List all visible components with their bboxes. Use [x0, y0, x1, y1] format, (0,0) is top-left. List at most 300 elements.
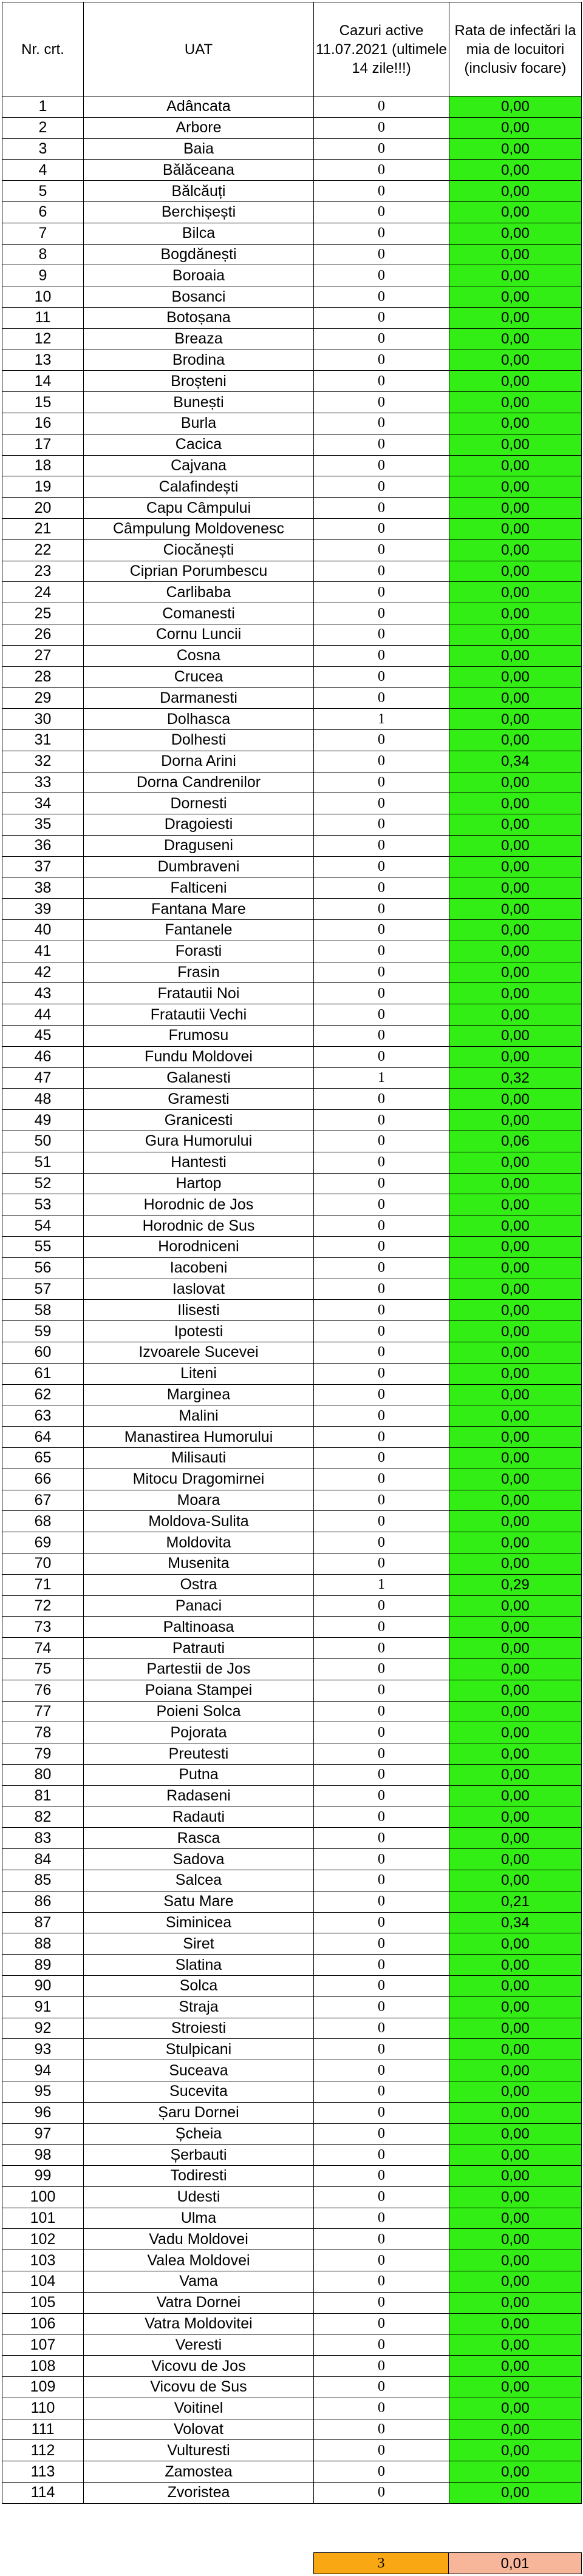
- cell-uat: Bălăceana: [84, 160, 314, 181]
- cell-uat: Cosna: [84, 645, 314, 666]
- cell-cases: 0: [314, 624, 449, 645]
- table-row: [2, 1511, 582, 1532]
- cell-uat: Bosanci: [84, 286, 314, 308]
- cell-nr: 101: [2, 2208, 84, 2229]
- cell-rate: 0,00: [449, 1152, 582, 1173]
- cell-uat: Șerbauti: [84, 2145, 314, 2166]
- cell-uat: Berchișești: [84, 201, 314, 223]
- table-row: [2, 2018, 582, 2039]
- cell-cases: 0: [314, 1363, 449, 1384]
- cell-nr: 63: [2, 1405, 84, 1427]
- cell-uat: Pojorata: [84, 1722, 314, 1743]
- cell-uat: Putna: [84, 1764, 314, 1785]
- cell-rate: 0,00: [449, 138, 582, 160]
- table-row: [2, 117, 582, 138]
- cell-uat: Hantesti: [84, 1152, 314, 1173]
- cell-rate: 0,00: [449, 941, 582, 962]
- table-row: [2, 1405, 582, 1427]
- cell-nr: 44: [2, 1004, 84, 1026]
- cell-cases: 0: [314, 2186, 449, 2208]
- cell-rate: 0,00: [449, 328, 582, 350]
- cell-nr: 56: [2, 1257, 84, 1279]
- cell-nr: 40: [2, 920, 84, 941]
- cell-uat: Ciprian Porumbescu: [84, 561, 314, 582]
- table-row: [2, 1469, 582, 1490]
- cell-cases: 0: [314, 1237, 449, 1258]
- cell-uat: Galanesti: [84, 1067, 314, 1089]
- cell-nr: 2: [2, 117, 84, 138]
- cell-uat: Moldova-Sulita: [84, 1511, 314, 1532]
- cell-rate: 0,00: [449, 1321, 582, 1342]
- cell-rate: 0,00: [449, 2292, 582, 2313]
- cell-nr: 69: [2, 1532, 84, 1553]
- cell-uat: Poiana Stampei: [84, 1680, 314, 1701]
- cell-cases: 0: [314, 1849, 449, 1870]
- table-row: [2, 1300, 582, 1321]
- cell-rate: 0,00: [449, 117, 582, 138]
- cell-rate: 0,00: [449, 1975, 582, 1996]
- cell-nr: 32: [2, 751, 84, 772]
- cell-uat: Ilisesti: [84, 1300, 314, 1321]
- cell-cases: 0: [314, 392, 449, 413]
- cell-uat: Fantanele: [84, 920, 314, 941]
- cell-uat: Vicovu de Jos: [84, 2356, 314, 2377]
- cell-rate: 0,00: [449, 1955, 582, 1976]
- cell-nr: 49: [2, 1110, 84, 1131]
- table-row: [2, 2186, 582, 2208]
- cell-uat: Fratautii Noi: [84, 983, 314, 1004]
- header-row: [2, 2, 582, 96]
- cell-rate: 0,21: [449, 1891, 582, 1912]
- cell-rate: 0,00: [449, 856, 582, 877]
- cell-rate: 0,00: [449, 1638, 582, 1659]
- cell-nr: 105: [2, 2292, 84, 2313]
- cell-uat: Boroaia: [84, 265, 314, 286]
- cell-nr: 19: [2, 476, 84, 498]
- header-active-cases: Cazuri active 11.07.2021 (ultimele 14 zile!!!): [314, 2, 449, 96]
- table-row: [2, 1110, 582, 1131]
- table-row: [2, 920, 582, 941]
- cell-rate: 0,00: [449, 1405, 582, 1427]
- cell-cases: 0: [314, 1131, 449, 1152]
- cell-rate: 0,00: [449, 2313, 582, 2334]
- table-row: [2, 2419, 582, 2440]
- cell-uat: Burla: [84, 413, 314, 434]
- cell-nr: 14: [2, 371, 84, 392]
- cell-nr: 70: [2, 1553, 84, 1574]
- cell-cases: 0: [314, 328, 449, 350]
- cell-uat: Hartop: [84, 1173, 314, 1194]
- cell-cases: 0: [314, 539, 449, 561]
- table-row: [2, 1617, 582, 1638]
- cell-rate: 0,00: [449, 96, 582, 118]
- cell-uat: Vicovu de Sus: [84, 2377, 314, 2398]
- table-row: [2, 181, 582, 202]
- cell-rate: 0,00: [449, 539, 582, 561]
- cell-cases: 0: [314, 1553, 449, 1574]
- cell-nr: 82: [2, 1807, 84, 1828]
- cell-rate: 0,00: [449, 1363, 582, 1384]
- cell-nr: 31: [2, 729, 84, 751]
- cell-rate: 0,00: [449, 2483, 582, 2504]
- cell-uat: Solca: [84, 1975, 314, 1996]
- cell-uat: Cajvana: [84, 455, 314, 476]
- cell-uat: Radauti: [84, 1807, 314, 1828]
- cell-nr: 12: [2, 328, 84, 350]
- cell-cases: 0: [314, 455, 449, 476]
- cell-uat: Capu Câmpului: [84, 498, 314, 519]
- cell-cases: 0: [314, 941, 449, 962]
- cell-uat: Dragoiesti: [84, 814, 314, 836]
- header-infection-rate: Rata de infectări la mia de locuitori (inclusiv focare): [449, 2, 582, 96]
- cell-cases: 0: [314, 1828, 449, 1849]
- cell-uat: Horodnic de Jos: [84, 1194, 314, 1215]
- table-row: [2, 2081, 582, 2102]
- cell-uat: Horodniceni: [84, 1237, 314, 1258]
- cell-nr: 28: [2, 666, 84, 688]
- cell-uat: Crucea: [84, 666, 314, 688]
- cell-uat: Carlibaba: [84, 582, 314, 603]
- cell-uat: Falticeni: [84, 877, 314, 899]
- cell-rate: 0,00: [449, 561, 582, 582]
- table-row: [2, 2208, 582, 2229]
- cell-rate: 0,00: [449, 1004, 582, 1026]
- table-row: [2, 2123, 582, 2145]
- table-row: [2, 1152, 582, 1173]
- cell-uat: Granicesti: [84, 1110, 314, 1131]
- cell-cases: 0: [314, 2313, 449, 2334]
- cell-nr: 51: [2, 1152, 84, 1173]
- cell-uat: Vatra Dornei: [84, 2292, 314, 2313]
- cell-cases: 0: [314, 1722, 449, 1743]
- cell-nr: 74: [2, 1638, 84, 1659]
- table-row: [2, 2102, 582, 2123]
- cell-cases: 0: [314, 223, 449, 244]
- cell-cases: 0: [314, 2102, 449, 2123]
- cell-cases: 0: [314, 856, 449, 877]
- cell-rate: 0,06: [449, 1131, 582, 1152]
- cell-uat: Baia: [84, 138, 314, 160]
- cell-cases: 0: [314, 1342, 449, 1364]
- cell-cases: 0: [314, 1215, 449, 1237]
- table-row: [2, 201, 582, 223]
- cell-uat: Liteni: [84, 1363, 314, 1384]
- table-row: [2, 2440, 582, 2461]
- cell-nr: 83: [2, 1828, 84, 1849]
- cell-cases: 0: [314, 920, 449, 941]
- cell-uat: Dumbraveni: [84, 856, 314, 877]
- cell-nr: 62: [2, 1384, 84, 1405]
- cell-uat: Satu Mare: [84, 1891, 314, 1912]
- cell-nr: 112: [2, 2440, 84, 2461]
- table-row: [2, 835, 582, 856]
- cell-cases: 0: [314, 1975, 449, 1996]
- table-row: [2, 856, 582, 877]
- cell-cases: 0: [314, 2292, 449, 2313]
- cell-cases: 0: [314, 2060, 449, 2081]
- cell-uat: Dornesti: [84, 793, 314, 814]
- cell-nr: 109: [2, 2377, 84, 2398]
- table-row: [2, 1089, 582, 1110]
- table-row: [2, 350, 582, 371]
- cell-cases: 0: [314, 1321, 449, 1342]
- cell-nr: 93: [2, 2039, 84, 2060]
- cell-cases: 0: [314, 688, 449, 709]
- cell-rate: 0,00: [449, 2102, 582, 2123]
- cell-nr: 9: [2, 265, 84, 286]
- cell-uat: Salcea: [84, 1870, 314, 1891]
- cell-uat: Sucevita: [84, 2081, 314, 2102]
- cell-cases: 0: [314, 2483, 449, 2504]
- cell-rate: 0,00: [449, 1701, 582, 1722]
- cell-rate: 0,00: [449, 983, 582, 1004]
- cell-cases: 0: [314, 1026, 449, 1047]
- cell-nr: 84: [2, 1849, 84, 1870]
- table-row: [2, 1955, 582, 1976]
- cell-rate: 0,00: [449, 1215, 582, 1237]
- cell-cases: 0: [314, 138, 449, 160]
- cell-cases: 0: [314, 160, 449, 181]
- cell-nr: 3: [2, 138, 84, 160]
- cell-nr: 106: [2, 2313, 84, 2334]
- table-row: [2, 244, 582, 265]
- cell-nr: 99: [2, 2166, 84, 2187]
- cell-rate: 0,00: [449, 877, 582, 899]
- cell-rate: 0,00: [449, 1595, 582, 1617]
- cell-nr: 77: [2, 1701, 84, 1722]
- cell-nr: 11: [2, 307, 84, 328]
- cell-rate: 0,00: [449, 2461, 582, 2483]
- cell-nr: 5: [2, 181, 84, 202]
- table-row: [2, 1574, 582, 1595]
- table-row: [2, 223, 582, 244]
- cell-cases: 0: [314, 307, 449, 328]
- cell-cases: 0: [314, 244, 449, 265]
- cell-nr: 80: [2, 1764, 84, 1785]
- cell-uat: Frumosu: [84, 1026, 314, 1047]
- cell-rate: 0,00: [449, 835, 582, 856]
- cell-rate: 0,00: [449, 2250, 582, 2271]
- cell-nr: 65: [2, 1448, 84, 1469]
- cell-uat: Vama: [84, 2271, 314, 2293]
- table-row: [2, 286, 582, 308]
- cell-nr: 92: [2, 2018, 84, 2039]
- cell-nr: 61: [2, 1363, 84, 1384]
- cell-rate: 0,00: [449, 666, 582, 688]
- cell-rate: 0,00: [449, 1300, 582, 1321]
- cell-uat: Musenita: [84, 1553, 314, 1574]
- table-row: [2, 2292, 582, 2313]
- cell-rate: 0,00: [449, 2377, 582, 2398]
- table-row: [2, 307, 582, 328]
- cell-rate: 0,00: [449, 1933, 582, 1955]
- cell-cases: 0: [314, 729, 449, 751]
- cell-nr: 100: [2, 2186, 84, 2208]
- cell-uat: Slatina: [84, 1955, 314, 1976]
- header-nr-crt: Nr. crt.: [2, 2, 84, 96]
- table-row: [2, 1638, 582, 1659]
- cell-rate: 0,34: [449, 751, 582, 772]
- cell-nr: 13: [2, 350, 84, 371]
- cell-cases: 0: [314, 2166, 449, 2187]
- cell-cases: 0: [314, 1701, 449, 1722]
- cell-nr: 110: [2, 2398, 84, 2419]
- cell-uat: Dorna Candrenilor: [84, 772, 314, 793]
- cell-nr: 46: [2, 1046, 84, 1067]
- cell-cases: 0: [314, 1955, 449, 1976]
- cell-cases: 0: [314, 1448, 449, 1469]
- cell-uat: Straja: [84, 1996, 314, 2018]
- cell-nr: 29: [2, 688, 84, 709]
- table-row: [2, 2039, 582, 2060]
- cell-cases: 0: [314, 1300, 449, 1321]
- cell-rate: 0,00: [449, 2440, 582, 2461]
- cell-cases: 0: [314, 814, 449, 836]
- cell-rate: 0,00: [449, 1026, 582, 1047]
- cell-uat: Șcheia: [84, 2123, 314, 2145]
- cell-cases: 0: [314, 603, 449, 624]
- cell-rate: 0,00: [449, 1194, 582, 1215]
- cell-cases: 0: [314, 2419, 449, 2440]
- cell-cases: 0: [314, 2145, 449, 2166]
- cell-nr: 87: [2, 1912, 84, 1933]
- cell-uat: Zvoristea: [84, 2483, 314, 2504]
- cell-uat: Ostra: [84, 1574, 314, 1595]
- cell-uat: Brodina: [84, 350, 314, 371]
- cell-rate: 0,00: [449, 1785, 582, 1807]
- table-row: [2, 1215, 582, 1237]
- table-row: [2, 2166, 582, 2187]
- cell-rate: 0,00: [449, 2271, 582, 2293]
- cell-cases: 0: [314, 518, 449, 539]
- cell-uat: Voitinel: [84, 2398, 314, 2419]
- cell-nr: 81: [2, 1785, 84, 1807]
- cell-uat: Todiresti: [84, 2166, 314, 2187]
- table-row: [2, 1490, 582, 1511]
- cell-nr: 25: [2, 603, 84, 624]
- cell-cases: 0: [314, 2356, 449, 2377]
- cell-cases: 0: [314, 2398, 449, 2419]
- cell-uat: Cacica: [84, 434, 314, 455]
- cell-uat: Paltinoasa: [84, 1617, 314, 1638]
- cell-rate: 0,00: [449, 2018, 582, 2039]
- cell-nr: 35: [2, 814, 84, 836]
- cell-nr: 71: [2, 1574, 84, 1595]
- cell-nr: 102: [2, 2229, 84, 2250]
- table-row: [2, 1026, 582, 1047]
- cell-cases: 0: [314, 1279, 449, 1300]
- cell-cases: 0: [314, 1173, 449, 1194]
- cell-nr: 43: [2, 983, 84, 1004]
- table-row: [2, 582, 582, 603]
- table-row: [2, 498, 582, 519]
- cell-cases: 0: [314, 962, 449, 983]
- cell-cases: 0: [314, 1152, 449, 1173]
- cell-nr: 24: [2, 582, 84, 603]
- cell-rate: 0,00: [449, 1046, 582, 1067]
- total-rate: 0,01: [449, 2553, 582, 2574]
- cell-uat: Vadu Moldovei: [84, 2229, 314, 2250]
- cell-cases: 0: [314, 2018, 449, 2039]
- table-row: [2, 1427, 582, 1448]
- cell-nr: 86: [2, 1891, 84, 1912]
- cell-uat: Iaslovat: [84, 1279, 314, 1300]
- cell-cases: 0: [314, 1089, 449, 1110]
- table-row: [2, 1680, 582, 1701]
- table-row: [2, 772, 582, 793]
- cell-cases: 0: [314, 645, 449, 666]
- cell-rate: 0,00: [449, 455, 582, 476]
- cell-nr: 58: [2, 1300, 84, 1321]
- cell-cases: 0: [314, 899, 449, 920]
- cell-nr: 78: [2, 1722, 84, 1743]
- table-row: [2, 603, 582, 624]
- cell-nr: 91: [2, 1996, 84, 2018]
- cell-cases: 0: [314, 96, 449, 118]
- cell-rate: 0,00: [449, 793, 582, 814]
- cell-cases: 0: [314, 582, 449, 603]
- cell-cases: 0: [314, 286, 449, 308]
- cell-uat: Sadova: [84, 1849, 314, 1870]
- cell-rate: 0,00: [449, 434, 582, 455]
- table-row: [2, 877, 582, 899]
- cell-cases: 0: [314, 117, 449, 138]
- cell-uat: Comanesti: [84, 603, 314, 624]
- cell-rate: 0,00: [449, 814, 582, 836]
- cell-uat: Fundu Moldovei: [84, 1046, 314, 1067]
- cell-cases: 0: [314, 1257, 449, 1279]
- table-row: [2, 138, 582, 160]
- cell-nr: 59: [2, 1321, 84, 1342]
- cell-nr: 1: [2, 96, 84, 118]
- cell-rate: 0,00: [449, 1237, 582, 1258]
- cell-cases: 0: [314, 561, 449, 582]
- table-row: [2, 1342, 582, 1364]
- cell-nr: 23: [2, 561, 84, 582]
- cell-uat: Darmanesti: [84, 688, 314, 709]
- cases-table: [2, 2, 582, 2504]
- table-row: [2, 941, 582, 962]
- cell-nr: 89: [2, 1955, 84, 1976]
- cell-uat: Milisauti: [84, 1448, 314, 1469]
- table-row: [2, 2334, 582, 2356]
- cell-rate: 0,00: [449, 2419, 582, 2440]
- cell-cases: 0: [314, 751, 449, 772]
- cell-uat: Stulpicani: [84, 2039, 314, 2060]
- cell-nr: 36: [2, 835, 84, 856]
- cell-rate: 0,00: [449, 1173, 582, 1194]
- cell-rate: 0,00: [449, 223, 582, 244]
- cell-nr: 22: [2, 539, 84, 561]
- cell-nr: 20: [2, 498, 84, 519]
- cell-nr: 94: [2, 2060, 84, 2081]
- cell-cases: 0: [314, 1384, 449, 1405]
- cell-rate: 0,00: [449, 1448, 582, 1469]
- cell-uat: Forasti: [84, 941, 314, 962]
- cell-rate: 0,00: [449, 729, 582, 751]
- cell-nr: 54: [2, 1215, 84, 1237]
- cell-rate: 0,00: [449, 2081, 582, 2102]
- cell-uat: Vulturesti: [84, 2440, 314, 2461]
- cell-rate: 0,00: [449, 244, 582, 265]
- cell-uat: Fratautii Vechi: [84, 1004, 314, 1026]
- cell-nr: 67: [2, 1490, 84, 1511]
- cell-rate: 0,00: [449, 392, 582, 413]
- cell-rate: 0,00: [449, 2398, 582, 2419]
- cell-nr: 88: [2, 1933, 84, 1955]
- cell-uat: Calafindești: [84, 476, 314, 498]
- table-row: [2, 2229, 582, 2250]
